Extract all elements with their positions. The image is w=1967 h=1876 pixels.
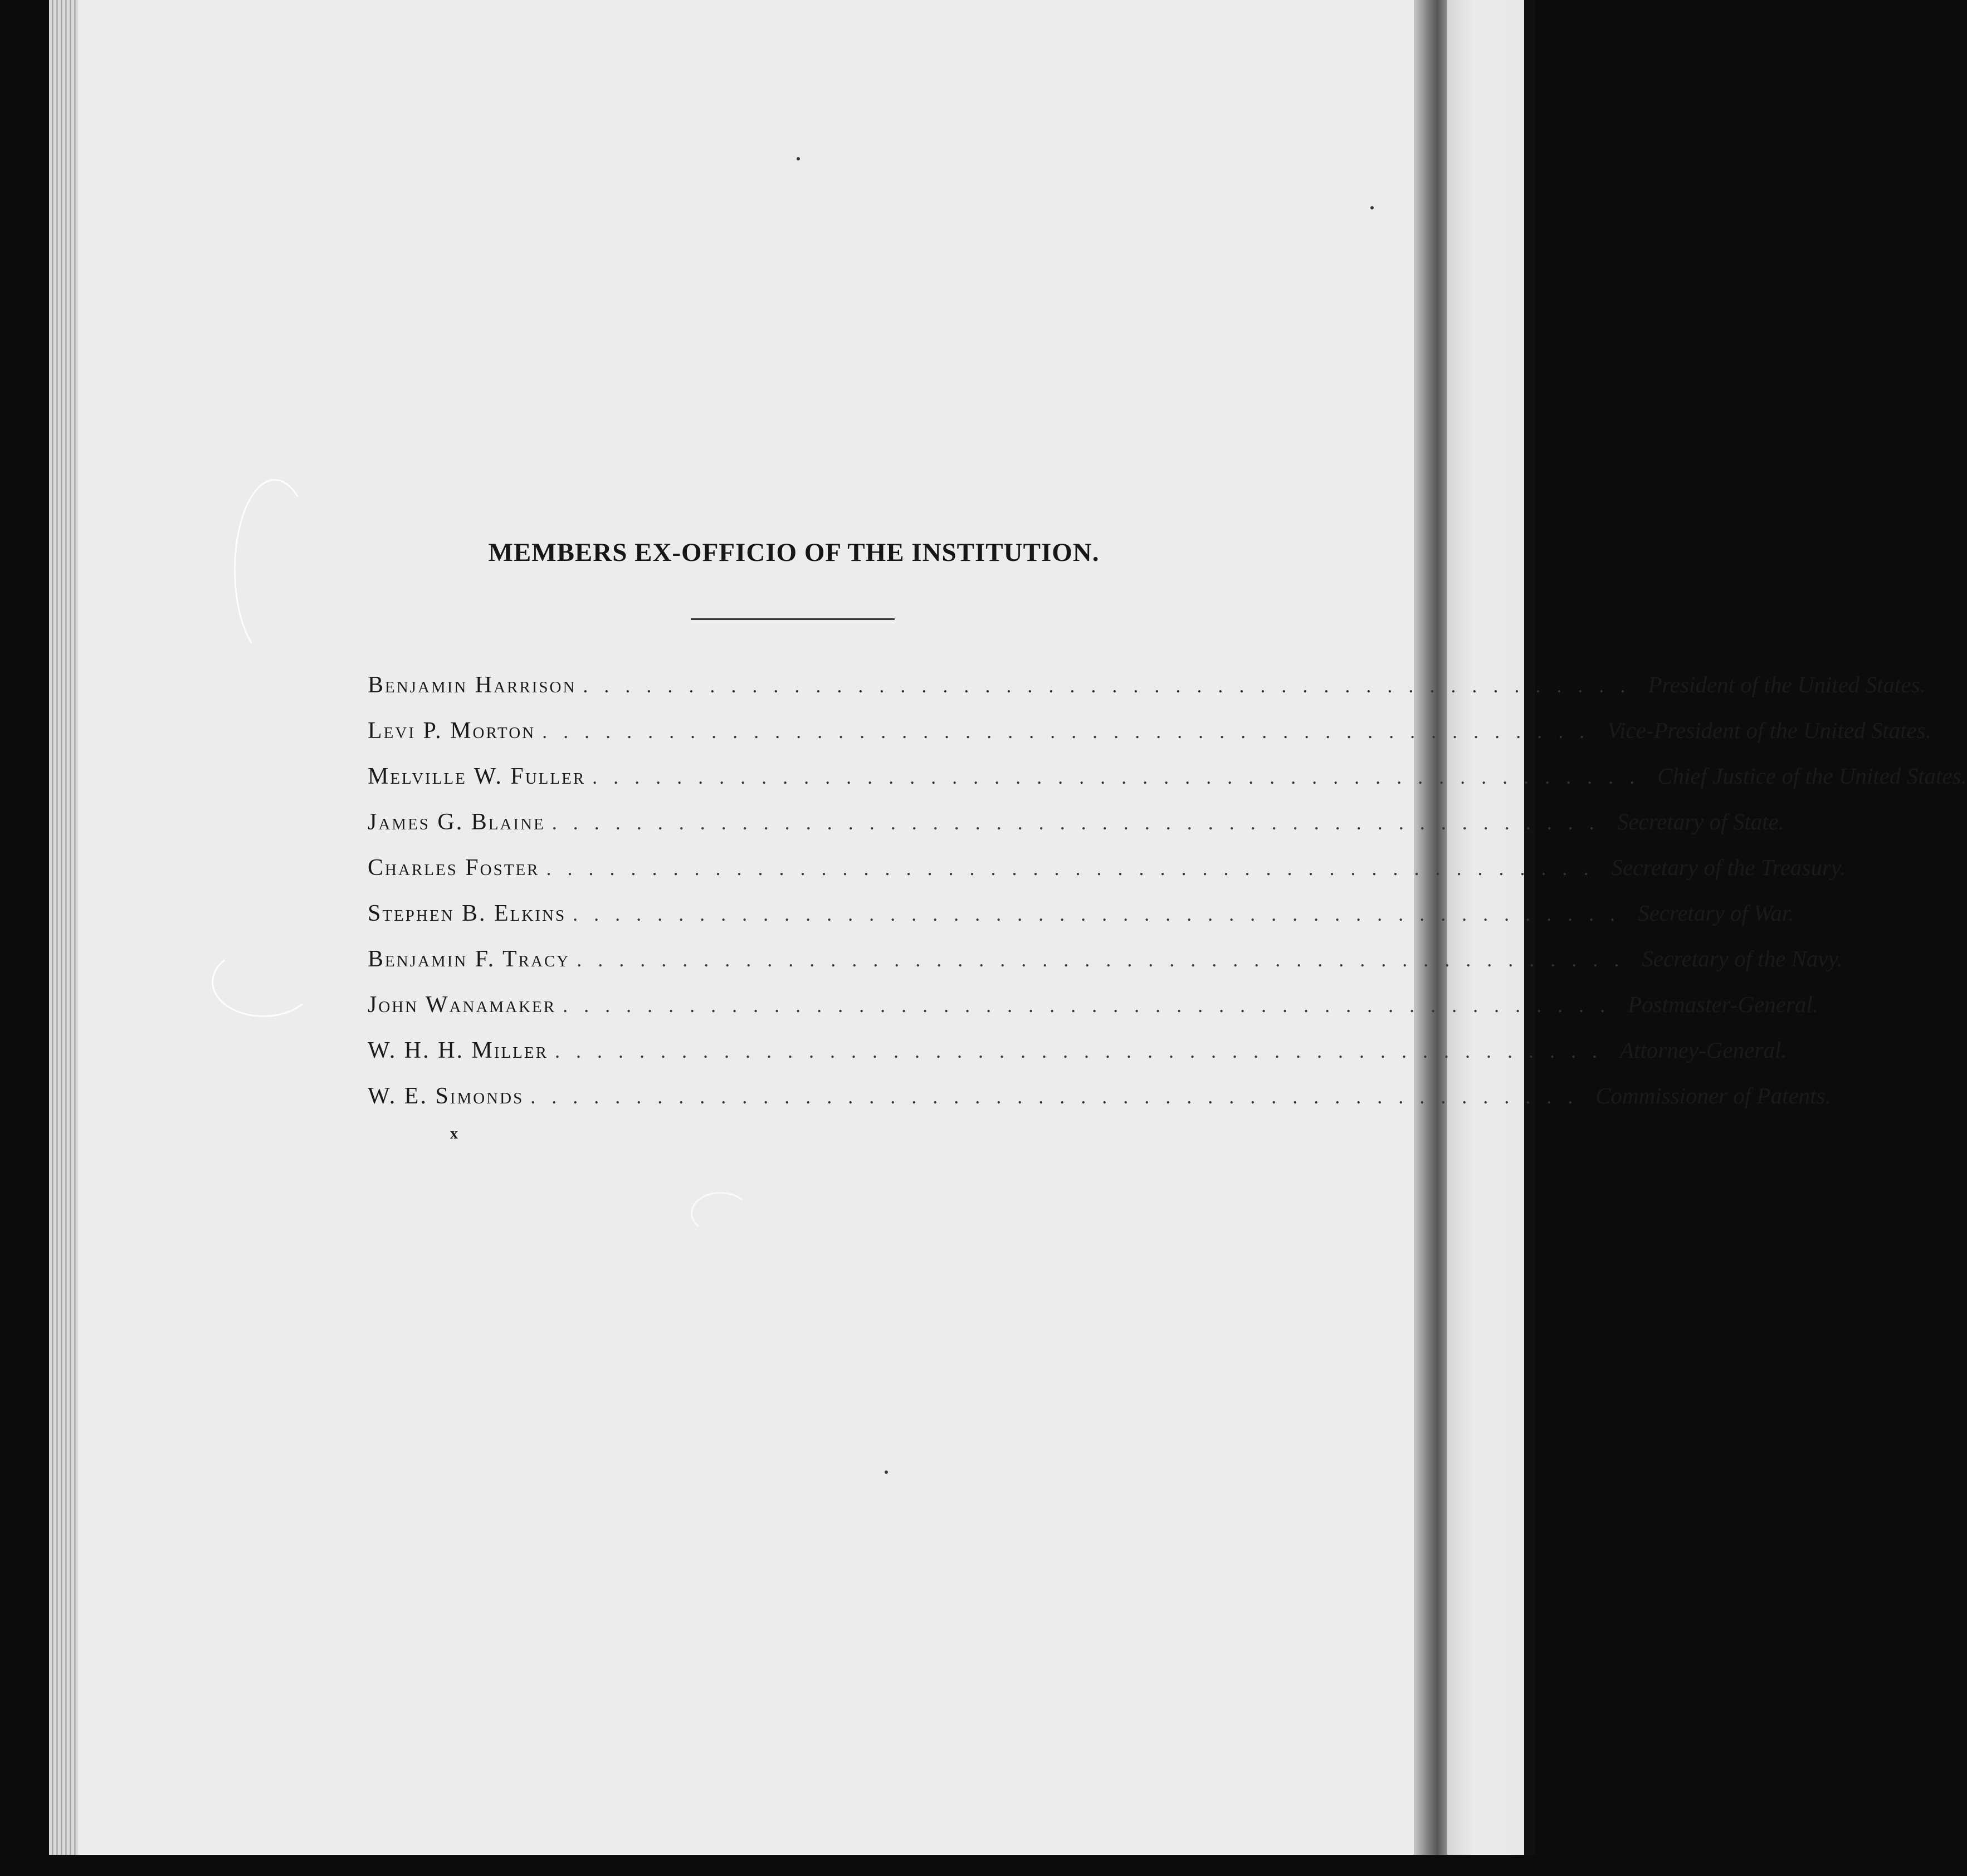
member-name: Stephen B. Elkins: [368, 901, 567, 926]
member-row: [368, 1082, 1831, 1128]
dot-leader: ..................................................: [530, 1086, 1589, 1108]
member-name: Melville W. Fuller: [368, 764, 586, 789]
scan-speck: [1370, 206, 1374, 209]
member-row: [368, 854, 1846, 900]
member-name: Benjamin Harrison: [368, 672, 577, 698]
member-row: [368, 991, 1819, 1037]
member-name: Levi P. Morton: [368, 718, 536, 744]
scan-artifact: [691, 1192, 750, 1234]
member-office: Postmaster-General.: [1628, 991, 1819, 1017]
dot-leader: ..................................................: [542, 720, 1601, 742]
member-office: Chief Justice of the United States.: [1657, 763, 1967, 789]
member-row: [368, 763, 1967, 808]
members-list: [368, 671, 1967, 1128]
member-row: [368, 945, 1843, 991]
scan-speck: [885, 1470, 888, 1474]
scan-artifact: [234, 479, 315, 661]
member-row: [368, 808, 1784, 854]
member-row: [368, 900, 1794, 945]
member-name: W. E. Simonds: [368, 1083, 524, 1109]
dot-leader: ..................................................: [583, 675, 1642, 697]
member-row: [368, 671, 1926, 717]
member-office: Secretary of State.: [1617, 809, 1784, 834]
member-name: James G. Blaine: [368, 809, 545, 835]
title-rule: [691, 618, 895, 620]
facing-page-edge: [1447, 0, 1535, 1855]
member-name: Benjamin F. Tracy: [368, 946, 570, 972]
dot-leader: ..................................................: [573, 903, 1632, 925]
member-name: Charles Foster: [368, 855, 540, 881]
member-office: President of the United States.: [1648, 672, 1926, 697]
member-row: [368, 1037, 1787, 1082]
scan-border-right: [1524, 0, 1535, 1876]
member-name: John Wanamaker: [368, 992, 557, 1018]
member-office: Secretary of War.: [1638, 900, 1794, 926]
scan-speck: [797, 157, 800, 160]
member-row: [368, 717, 1931, 763]
page-title: MEMBERS EX-OFFICIO OF THE INSTITUTION.: [488, 538, 1100, 567]
scan-artifact: [212, 947, 315, 1017]
member-office: Commissioner of Patents.: [1595, 1083, 1831, 1108]
scan-border-bottom: [0, 1855, 1535, 1876]
dot-leader: ..................................................: [551, 812, 1610, 834]
page-folio: x: [450, 1125, 458, 1142]
member-office: Secretary of the Navy.: [1642, 946, 1843, 971]
member-office: Secretary of the Treasury.: [1611, 854, 1846, 880]
member-office: Attorney-General.: [1619, 1037, 1787, 1063]
dot-leader: ..................................................: [554, 1040, 1613, 1062]
gutter-shadow: [1414, 0, 1447, 1855]
dot-leader: ..................................................: [546, 857, 1605, 880]
dot-leader: ..................................................: [563, 994, 1622, 1017]
member-office: Vice-President of the United States.: [1607, 717, 1931, 743]
left-page-edges: [49, 0, 80, 1855]
member-name: W. H. H. Miller: [368, 1038, 548, 1063]
dot-leader: ..................................................: [592, 766, 1651, 788]
dot-leader: ..................................................: [577, 949, 1636, 971]
